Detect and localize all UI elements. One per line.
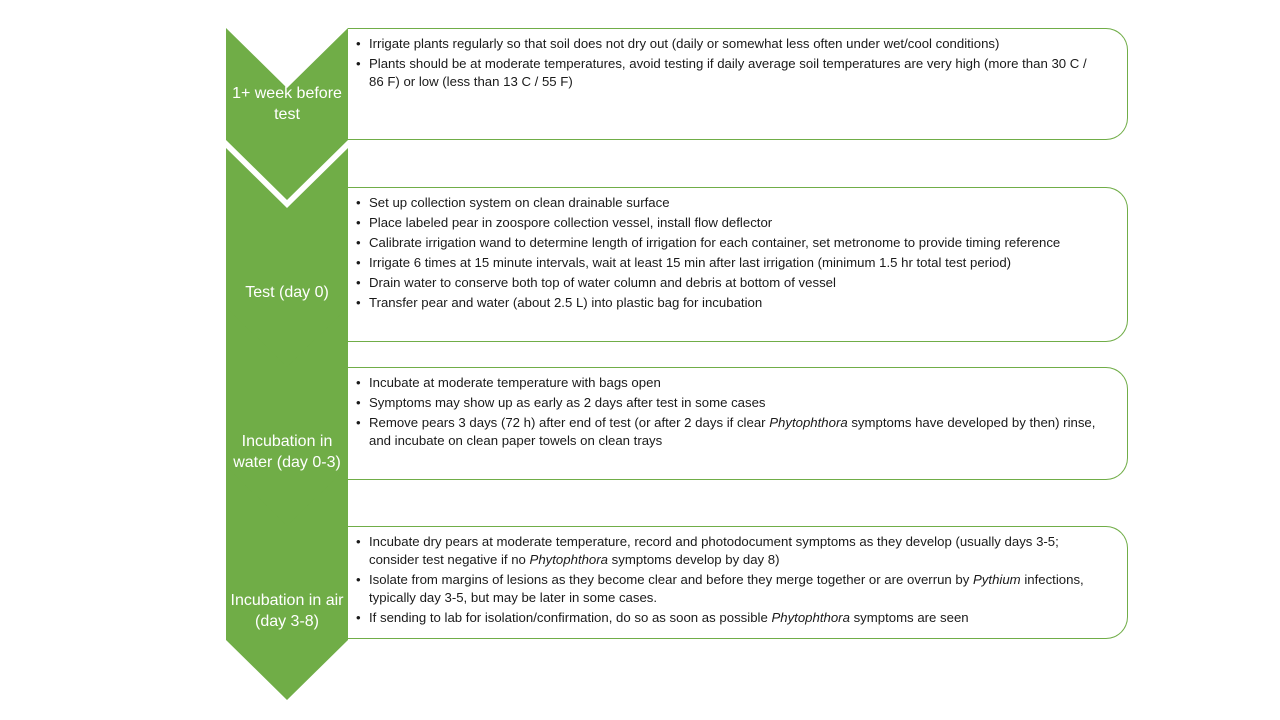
bullet-text: infections, typically day 3-5, but may be later in some cases. — [369, 572, 1084, 605]
bullet-text: Symptoms may show up as early as 2 days after test in some cases — [369, 395, 766, 410]
italic-term: Phytophthora — [769, 415, 848, 430]
bullet-text: symptoms have developed by then) rinse, and incubate on clean paper towels on clean trays — [369, 415, 1096, 448]
step-label: Incubation in water (day 0-3) — [233, 433, 341, 471]
bullet-text: symptoms are seen — [849, 610, 969, 625]
bullet-item — [356, 571, 1103, 607]
italic-term: Pythium — [973, 572, 1021, 587]
bullet-text: Calibrate irrigation wand to determine length of irrigation for each container, set metronome to provide timing reference — [369, 235, 1061, 250]
bullet-text: Isolate from margins of lesions as they become clear and before they merge together or are overrun by — [369, 572, 974, 587]
italic-term: Phytophthora — [529, 552, 608, 567]
bullet-text: Place labeled pear in zoospore collection vessel, install flow deflector — [369, 215, 773, 230]
bullet-text: symptoms develop by day 8) — [608, 552, 780, 567]
bullet-list — [356, 533, 1103, 627]
step-label: Incubation in air (day 3-8) — [230, 592, 344, 630]
bullet-text: Transfer pear and water (about 2.5 L) into plastic bag for incubation — [369, 295, 763, 310]
step-label: Test (day 0) — [245, 283, 329, 301]
bullet-text: Drain water to conserve both top of water column and debris at bottom of vessel — [369, 275, 836, 290]
bullet-text: Irrigate plants regularly so that soil does not dry out (daily or somewhat less often under wet/cool conditions) — [369, 36, 1000, 51]
bullet-text: Remove pears 3 days (72 h) after end of test (or after 2 days if clear — [369, 415, 770, 430]
bullet-text: Plants should be at moderate temperatures, avoid testing if daily average soil temperatures are very high (more than 30 C / 86 F) or low (less than 13 C / 55 F) — [369, 56, 1087, 89]
bullet-text: Irrigate 6 times at 15 minute intervals, wait at least 15 min after last irrigation (minimum 1.5 hr total test period) — [369, 255, 1012, 270]
bullet-text: If sending to lab for isolation/confirmation, do so as soon as possible — [369, 610, 772, 625]
bullet-item — [356, 533, 1103, 569]
bullet-text: Incubate at moderate temperature with bags open — [369, 375, 661, 390]
step-label: 1+ week before test — [232, 85, 342, 123]
italic-term: Phytophthora — [771, 610, 850, 625]
bullet-text: Set up collection system on clean drainable surface — [369, 195, 670, 210]
bullet-item — [356, 609, 1103, 627]
step-details-panel — [348, 526, 1128, 639]
bullet-text: Incubate dry pears at moderate temperature, record and photodocument symptoms as they develop (usually days 3-5; consider test negative if no — [369, 534, 1059, 567]
